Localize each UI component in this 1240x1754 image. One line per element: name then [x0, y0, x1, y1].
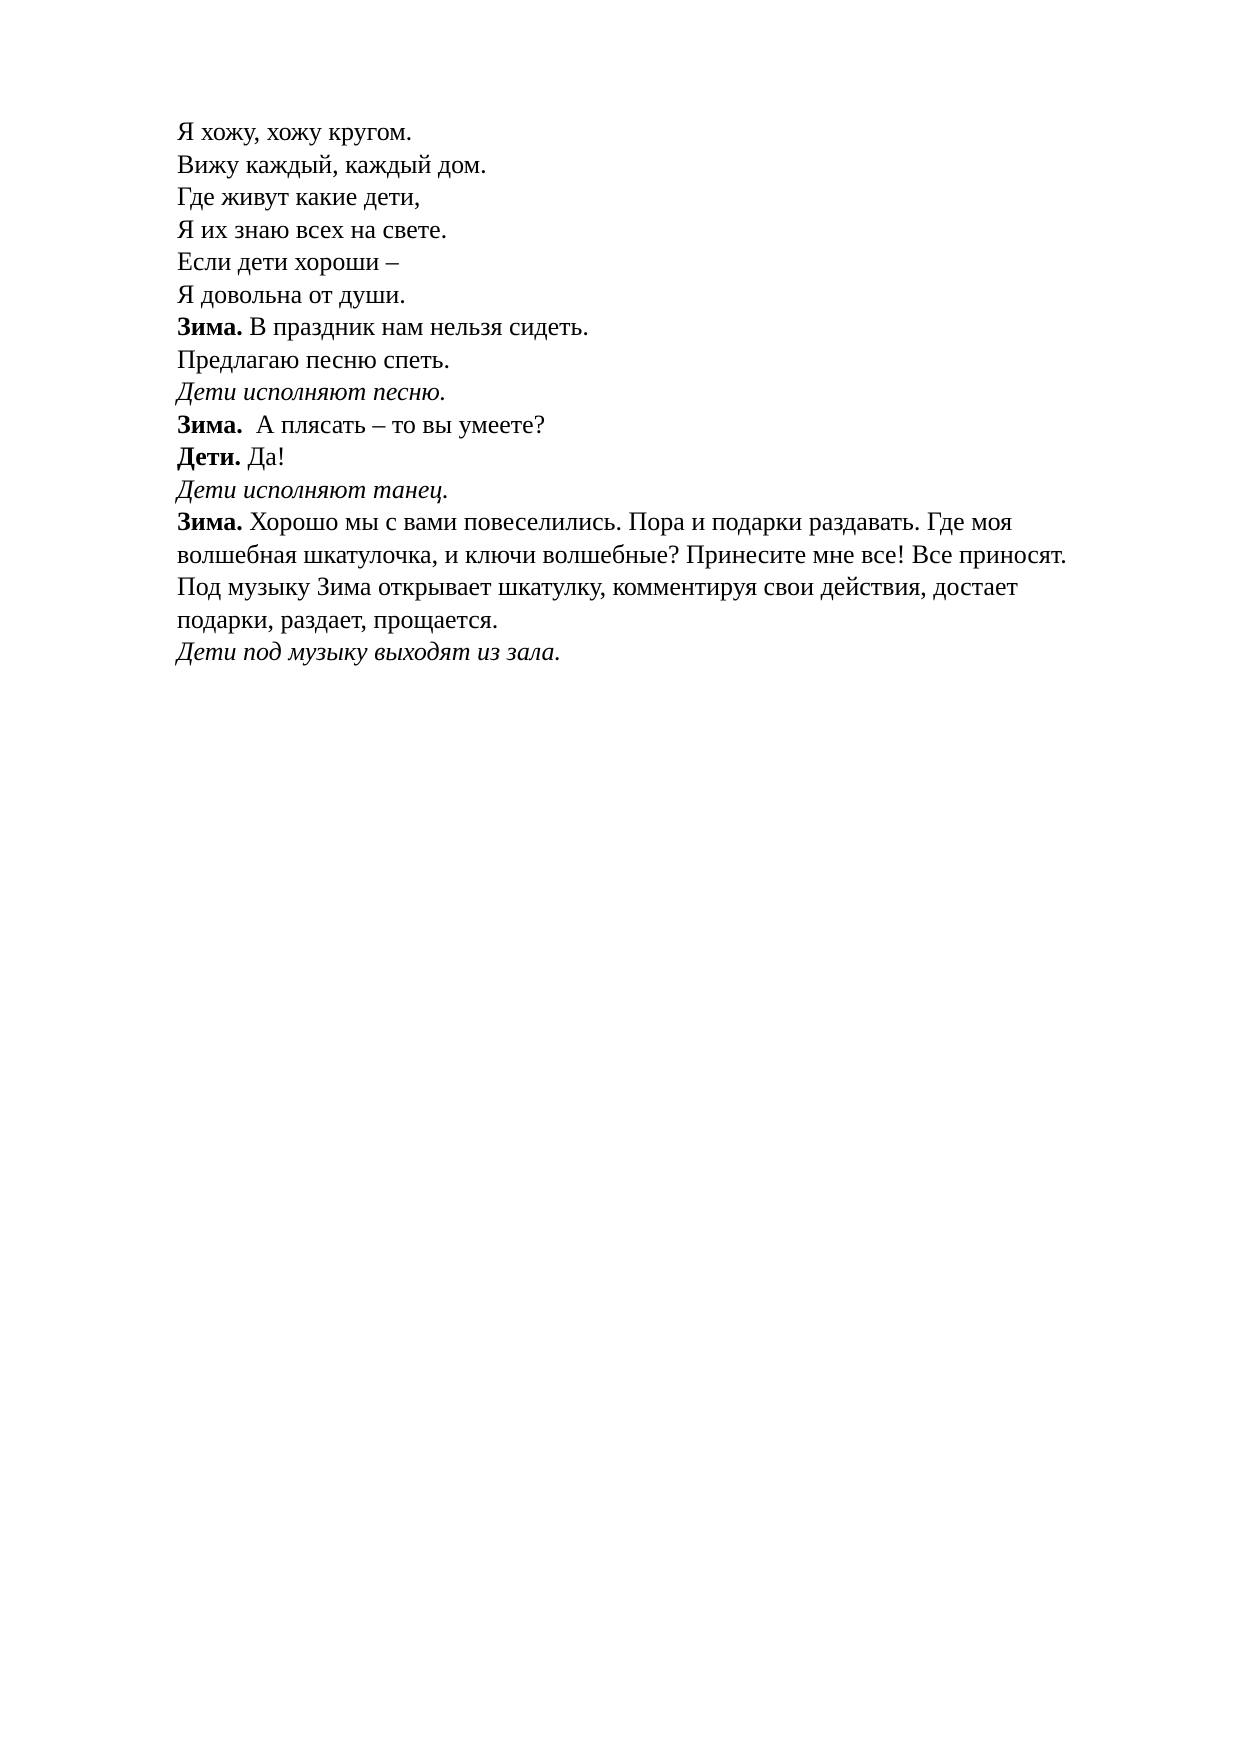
dialogue-line-zima [177, 409, 1177, 442]
dialogue-line-deti [177, 441, 1177, 474]
dialogue-text: А плясать – то вы умеете? [242, 409, 546, 439]
speaker-name: Зима. [177, 507, 243, 536]
dialogue-text: Да! [241, 442, 286, 471]
dialogue-line-zima [177, 311, 1177, 344]
stage-direction-plain: подарки, раздает, прощается. [177, 604, 499, 634]
poem-line: Я их знаю всех на свете. [177, 214, 448, 244]
dialogue-text: В праздник нам нельзя сидеть. [242, 312, 589, 341]
speaker-name: Зима. [177, 312, 243, 341]
stage-direction-plain: Под музыку Зима открывает шкатулку, комментируя свои действия, достает [177, 572, 1018, 601]
poem-line: Если дети хороши – [177, 247, 399, 276]
stage-direction: Дети исполняют танец. [177, 474, 449, 504]
speaker-name: Зима. [177, 409, 243, 439]
document-body [177, 116, 1177, 669]
poem-line: Я довольна от души. [177, 279, 406, 309]
poem-line: Я хожу, хожу кругом. [177, 117, 413, 146]
stage-direction: Дети исполняют песню. [177, 377, 447, 406]
speaker-name: Дети. [177, 442, 241, 471]
poem-line: Вижу каждый, каждый дом. [177, 149, 487, 179]
dialogue-text: Хорошо мы с вами повеселились. Пора и подарки раздавать. Где моя [242, 507, 1013, 536]
dialogue-continuation: Предлагаю песню спеть. [177, 344, 451, 374]
dialogue-line-zima [177, 506, 1177, 539]
stage-direction: Дети под музыку выходят из зала. [177, 637, 561, 666]
poem-line: Где живут какие дети, [177, 182, 421, 211]
dialogue-continuation: волшебная шкатулочка, и ключи волшебные? Принесите мне все! Все приносят. [177, 539, 1067, 569]
